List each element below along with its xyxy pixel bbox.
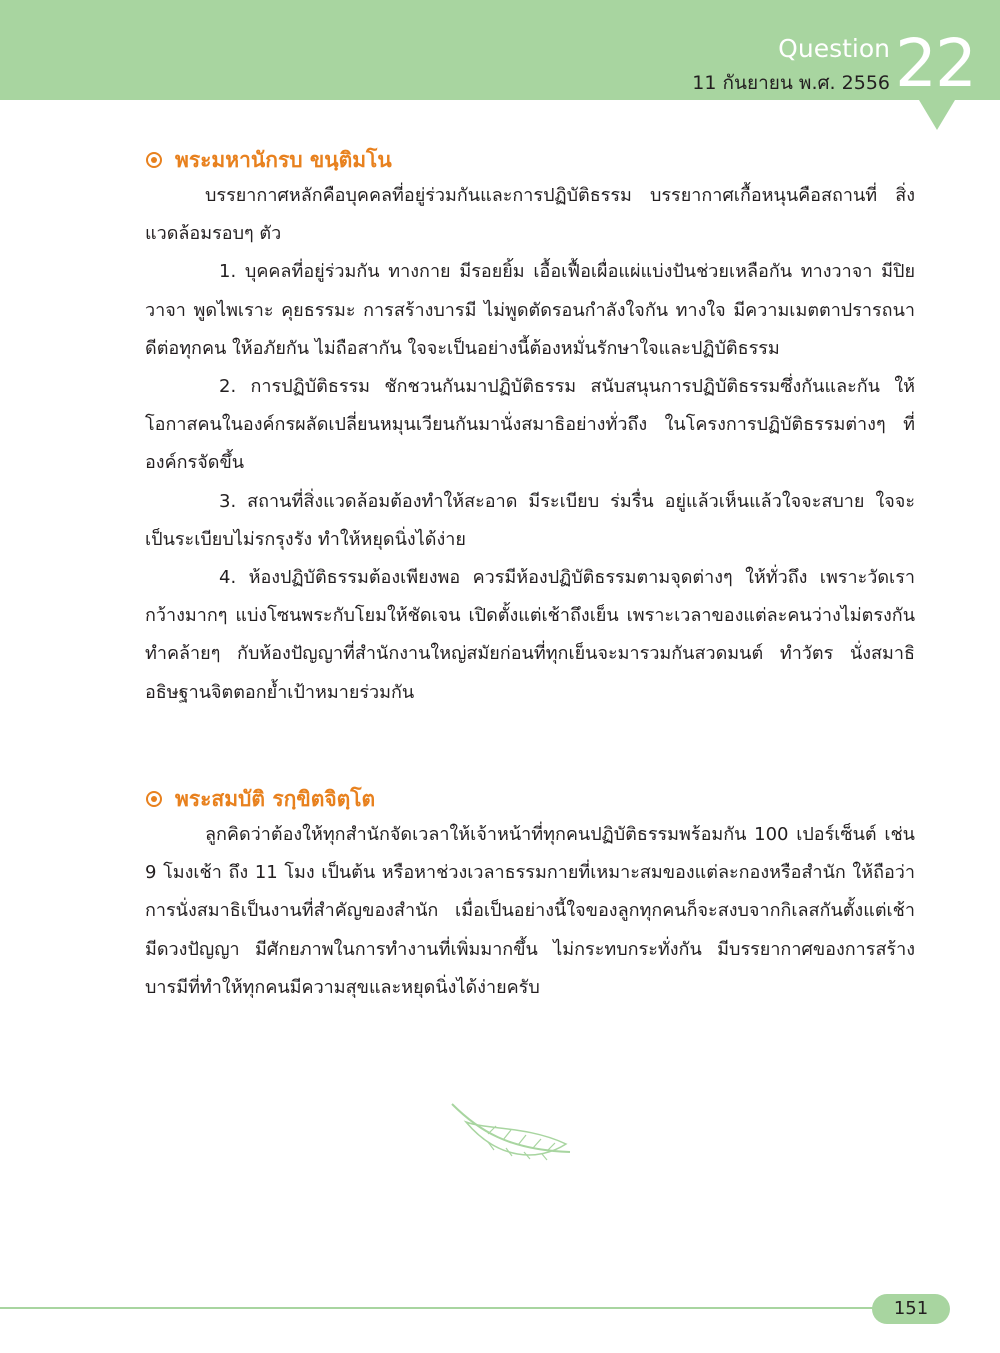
feather-icon <box>448 1100 574 1166</box>
section-heading-text: พระมหานักรบ ขนฺติมโน <box>175 148 392 172</box>
paragraph: 3. สถานที่สิ่งแวดล้อมต้องทำให้สะอาด มีระเบียบ ร่มรื่น อยู่แล้วเห็นแล้วใจจะสบาย ใจจะเป็นระเบียบไม่รกรุงรัง ทำให้หยุดนิ่งได้ง่าย <box>145 490 915 550</box>
paragraph: บรรยากาศหลักคือบุคคลที่อยู่ร่วมกันและการปฏิบัติธรรม บรรยากาศเกื้อหนุนคือสถานที่ สิ่งแวดล้อมรอบๆ ตัว <box>145 185 915 245</box>
section-2 <box>145 782 915 1007</box>
bullet-icon <box>145 790 163 808</box>
bullet-icon <box>145 151 163 169</box>
paragraph: 2. การปฏิบัติธรรม ชักชวนกันมาปฏิบัติธรรม สนับสนุนการปฏิบัติธรรมซึ่งกันและกัน ให้โอกาสคนในองค์กรผลัดเปลี่ยนหมุนเวียนกันมานั่งสมาธิอย่างทั่วถึง ในโครงการปฏิบัติธรรมต่างๆ ที่องค์กรจัดขึ้น <box>145 376 915 474</box>
section-heading-text: พระสมบัติ รกฺขิตจิตฺโต <box>175 787 376 811</box>
paragraph: ลูกคิดว่าต้องให้ทุกสำนักจัดเวลาให้เจ้าหน้าที่ทุกคนปฏิบัติธรรมพร้อมกัน 100 เปอร์เซ็นต์ เช่น 9 โมงเช้า ถึง 11 โมง เป็นต้น หรือหาช่วงเวลาธรรมกายที่เหมาะสมของแต่ละกองหรือสำนัก ให้ถือว่าการนั่งสมาธิเป็นงานที่สำคัญของสำนัก เมื่อเป็นอย่างนี้ใจของลูกทุกคนก็จะสงบจากกิเลสกันตั้งแต่เช้า มีดวงปัญญา มีศักยภาพในการทำงานที่เพิ่มมากขึ้น ไม่กระทบกระทั่งกัน มีบรรยากาศของการสร้างบารมีที่ทำให้ทุกคนมีความสุขและหยุดนิ่งได้ง่ายครับ <box>145 824 915 998</box>
section-heading <box>145 782 915 816</box>
question-number: 22 <box>895 25 975 102</box>
paragraph: 1. บุคคลที่อยู่ร่วมกัน ทางกาย มีรอยยิ้ม เอื้อเฟื้อเผื่อแผ่แบ่งปันช่วยเหลือกัน ทางวาจา มีปิยวาจา พูดไพเราะ คุยธรรมะ การสร้างบารมี ไม่พูดตัดรอนกำลังใจกัน ทางใจ มีความเมตตาปรารถนาดีต่อทุกคน ให้อภัยกัน ไม่ถือสากัน ใจจะเป็นอย่างนี้ต้องหมั่นรักษาใจและปฏิบัติธรรม <box>145 261 915 359</box>
header-tail <box>919 100 955 130</box>
question-date: 11 กันยายน พ.ศ. 2556 <box>692 72 890 94</box>
section-heading <box>145 143 915 177</box>
paragraph: 4. ห้องปฏิบัติธรรมต้องเพียงพอ ควรมีห้องปฏิบัติธรรมตามจุดต่างๆ ให้ทั่วถึง เพราะวัดเรากว้างมากๆ แบ่งโซนพระกับโยมให้ชัดเจน เปิดตั้งแต่เช้าถึงเย็น เพราะเวลาของแต่ละคนว่างไม่ตรงกัน ทำคล้ายๆ กับห้องปัญญาที่สำนักงานใหญ่สมัยก่อนที่ทุกเย็นจะมารวมกันสวดมนต์ ทำวัตร นั่งสมาธิ อธิษฐานจิตตอกย้ำเป้าหมายร่วมกัน <box>145 567 915 703</box>
section-1 <box>145 143 915 712</box>
question-label: Question <box>778 34 890 63</box>
page-number: 151 <box>872 1294 950 1324</box>
footer-line <box>0 1307 880 1309</box>
